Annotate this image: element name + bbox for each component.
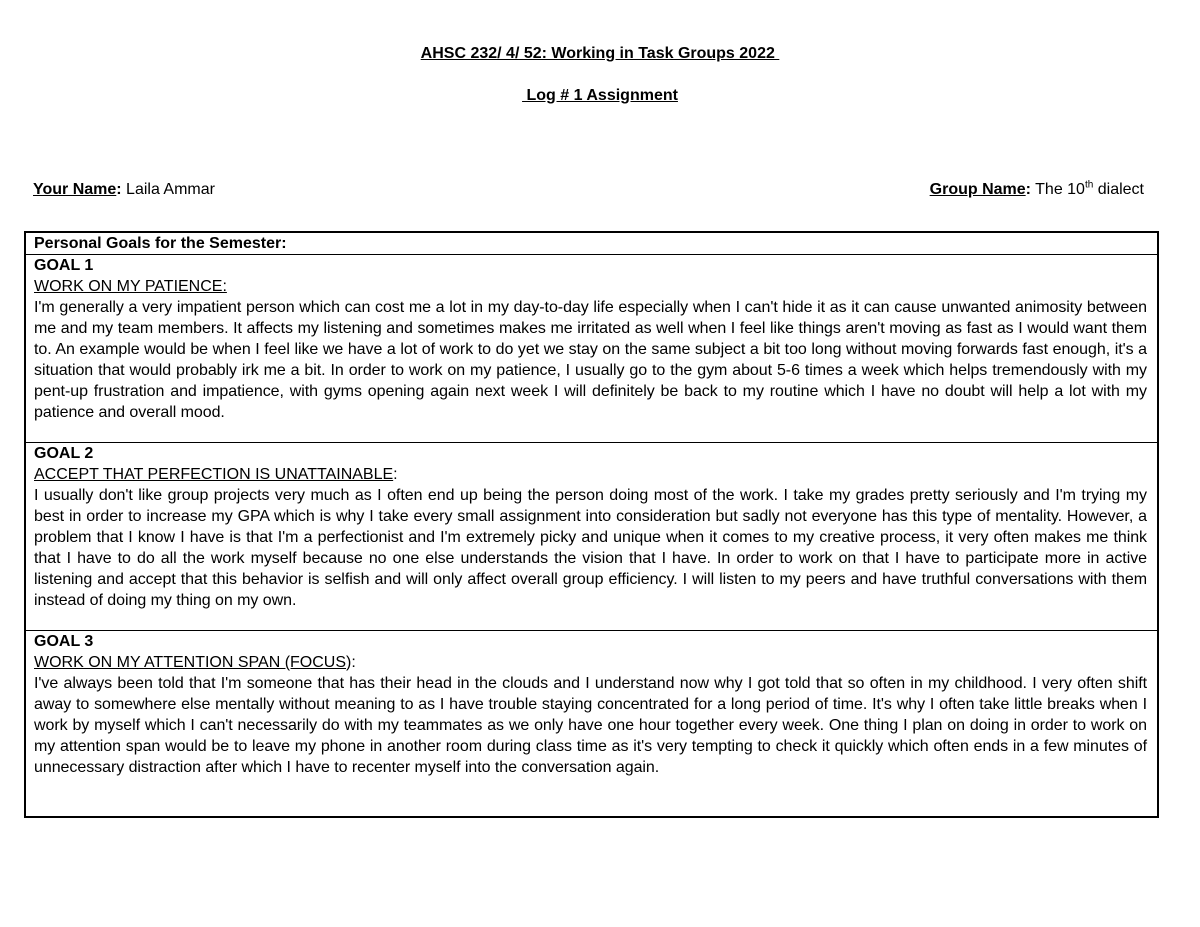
goal-subtitle-text: WORK ON MY PATIENCE:	[34, 278, 227, 295]
personal-goals-table	[24, 231, 1159, 818]
group-name-value-suffix: dialect	[1093, 181, 1144, 198]
group-name-colon: :	[1025, 181, 1031, 198]
your-name-colon: :	[116, 181, 122, 198]
goal-subtitle	[34, 276, 1147, 297]
goal-title: GOAL 2	[34, 445, 94, 462]
group-name-value-prefix: The 10	[1030, 181, 1085, 198]
goal-subtitle-tail: :	[393, 466, 398, 483]
goal-subtitle-tail: ):	[346, 654, 356, 671]
goal-body: I'm generally a very impatient person which can cost me a lot in my day-to-day life especially when I can't hide it as it can cause unwanted animosity between me and my team members. It affects my listening and sometimes makes me irritated as well when I feel like things aren't moving as fast as I would want them to. An example would be when I feel like we have a lot of work to do yet we stay on the same subject a bit too long without moving forwards fast enough, it's a situation that would probably irk me a bit. In order to work on my patience, I usually go to the gym about 5-6 times a week which helps tremendously with my pent-up frustration and impatience, with gyms opening again next week I will definitely be back to my routine which I have no doubt will help a lot with my patience and overall mood.	[34, 299, 1147, 421]
goal-cell-1	[26, 255, 1157, 442]
goal-cell-3	[26, 630, 1157, 816]
group-name-row	[930, 181, 1144, 199]
your-name-value: Laila Ammar	[121, 181, 215, 198]
table-heading: Personal Goals for the Semester:	[26, 233, 1157, 255]
goal-subtitle-text: ACCEPT THAT PERFECTION IS UNATTAINABLE	[34, 466, 394, 483]
goal-subtitle	[34, 464, 1147, 485]
group-name-label: Group Name	[929, 181, 1026, 198]
group-name-value-superscript: th	[1084, 179, 1094, 191]
goal-cell-2	[26, 442, 1157, 630]
your-name-row	[33, 181, 215, 199]
goal-title: GOAL 3	[34, 633, 94, 650]
goal-subtitle	[34, 652, 1147, 673]
goal-title: GOAL 1	[34, 257, 94, 274]
goal-subtitle-text: WORK ON MY ATTENTION SPAN (FOCUS	[34, 654, 347, 671]
document-subtitle: Log # 1 Assignment	[522, 87, 678, 104]
your-name-label: Your Name	[33, 181, 117, 198]
goal-body: I usually don't like group projects very much as I often end up being the person doing most of the work. I take my grades pretty seriously and I'm trying my best in order to increase my GPA which is why I take every small assignment into consideration but sadly not everyone has this type of mentality. However, a problem that I know I have is that I'm a perfectionist and I'm extremely picky and unique when it comes to my creative process, it very often makes me think that I have to do all the work myself because no one else understands the vision that I have. In order to work on that I have to participate more in active listening and accept that this behavior is selfish and will only affect overall group efficiency. I will listen to my peers and have truthful conversations with them instead of doing my thing on my own.	[34, 487, 1147, 609]
goal-body: I've always been told that I'm someone that has their head in the clouds and I understand now why I got told that so often in my childhood. I very often shift away to somewhere else mentally without meaning to as I have trouble staying concentrated for a long period of time. It's why I often take little breaks when I work by myself which I can't necessarily do with my teammates as we only have one hour together every week. One thing I plan on doing in order to work on my attention span would be to leave my phone in another room during class time as it's very tempting to check it quickly which often ends in a few minutes of unnecessary distraction after which I have to recenter myself into the conversation again.	[34, 675, 1147, 776]
document-title: AHSC 232/ 4/ 52: Working in Task Groups 2022	[420, 45, 780, 62]
